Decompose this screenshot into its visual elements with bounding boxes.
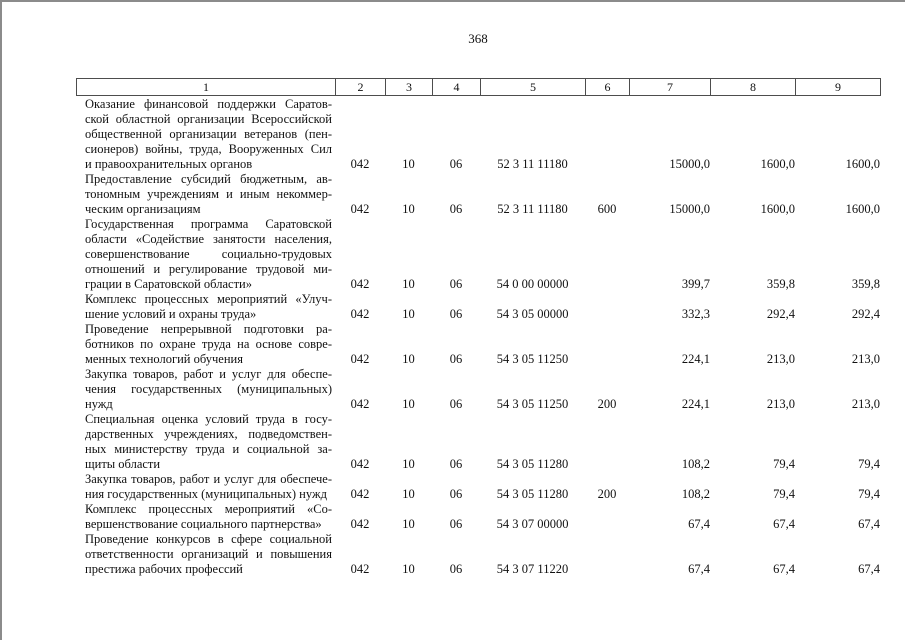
entry-name-line: престижа рабочих профессий — [85, 562, 243, 576]
entry-value-col7: 332,3 — [681, 307, 710, 321]
entry-name — [76, 217, 335, 292]
entry-name-line: ответственности организаций и повышения — [85, 547, 332, 561]
entry-name-line: ческим организациям — [85, 202, 201, 216]
entry-value-col8: 1600,0 — [760, 157, 795, 171]
entry-value-col2: 042 — [350, 202, 370, 216]
entry-value-col3: 10 — [402, 517, 415, 531]
entry-value-col2: 042 — [350, 517, 370, 531]
entry-value-col9: 67,4 — [858, 517, 880, 531]
entry-name-line: шение условий и охраны труда» — [85, 307, 257, 321]
entry-value-col8: 67,4 — [773, 562, 795, 576]
entry-value-col8: 79,4 — [773, 457, 795, 471]
entry-name-line: Проведение конкурсов в сфере социальной — [85, 532, 332, 546]
entry-value-col3: 10 — [402, 457, 415, 471]
table-row — [76, 292, 880, 322]
entry-name — [76, 472, 335, 502]
entry-value-col9: 1600,0 — [845, 157, 880, 171]
entry-value-col8: 359,8 — [766, 277, 795, 291]
entry-name — [76, 172, 335, 217]
entry-value-col7: 67,4 — [688, 517, 710, 531]
entry-name — [76, 97, 335, 172]
entry-value-col3: 10 — [402, 352, 415, 366]
entry-value-col5: 54 3 05 11250 — [496, 352, 569, 366]
entry-name-line: тономным учреждениям и иным некоммер- — [85, 187, 332, 201]
entry-name-line: Закупка товаров, работ и услуг для обеспе- — [85, 367, 332, 381]
entry-value-col5: 54 3 05 11280 — [496, 487, 569, 501]
column-header-3: 3 — [386, 79, 433, 96]
entry-name-line: сионеров) войны, труда, Вооруженных Сил — [85, 142, 332, 156]
entry-value-col2: 042 — [350, 157, 370, 171]
entry-name-line: области «Содействие занятости населения, — [85, 232, 332, 246]
entry-name-line: вершенствование социального партнерства» — [85, 517, 322, 531]
column-header-9: 9 — [796, 79, 881, 96]
entry-value-col9: 292,4 — [851, 307, 880, 321]
entry-value-col9: 1600,0 — [845, 202, 880, 216]
entry-name-line: Проведение непрерывной подготовки ра- — [85, 322, 332, 336]
entry-value-col9: 79,4 — [858, 457, 880, 471]
entry-value-col8: 213,0 — [766, 397, 795, 411]
table-row — [76, 172, 880, 217]
entry-name — [76, 292, 335, 322]
entry-value-col6 — [585, 322, 629, 367]
entry-value-col9: 79,4 — [858, 487, 880, 501]
entry-value-col4: 06 — [449, 517, 463, 531]
entry-value-col4: 06 — [449, 307, 463, 321]
entry-name-line: и правоохранительных органов — [85, 157, 253, 171]
entry-name — [76, 502, 335, 532]
entry-name — [76, 532, 335, 577]
entry-value-col2: 042 — [350, 562, 370, 576]
entry-name-line: грации в Саратовской области» — [85, 277, 252, 291]
table-row — [76, 322, 880, 367]
table-row — [76, 97, 880, 172]
entry-value-col6 — [585, 217, 629, 292]
column-header-4: 4 — [433, 79, 481, 96]
entry-value-col2: 042 — [350, 307, 370, 321]
entry-value-col6 — [585, 97, 629, 172]
entry-value-col9: 67,4 — [858, 562, 880, 576]
entry-value-col3: 10 — [402, 277, 415, 291]
entry-value-col8: 1600,0 — [760, 202, 795, 216]
entry-name-line: дарственных учреждениях, подведомствен- — [85, 427, 332, 441]
budget-table-area — [76, 78, 880, 577]
entry-name-line: Предоставление субсидий бюджетным, ав- — [85, 172, 332, 186]
entry-value-col4: 06 — [449, 487, 463, 501]
entry-value-col9: 359,8 — [851, 277, 880, 291]
entry-name-line: чения государственных (муниципальных) — [85, 382, 332, 396]
entry-value-col2: 042 — [350, 487, 370, 501]
entry-value-col4: 06 — [449, 352, 463, 366]
table-row — [76, 412, 880, 472]
column-header-6: 6 — [586, 79, 630, 96]
budget-table-header — [76, 78, 881, 96]
entry-value-col3: 10 — [402, 307, 415, 321]
entry-value-col7: 15000,0 — [669, 157, 710, 171]
entry-value-col2: 042 — [350, 352, 370, 366]
entry-value-col9: 213,0 — [851, 397, 880, 411]
entry-value-col2: 042 — [350, 457, 370, 471]
entry-value-col8: 79,4 — [773, 487, 795, 501]
entry-value-col5: 52 3 11 11180 — [497, 157, 568, 171]
entry-value-col4: 06 — [449, 457, 463, 471]
entry-value-col6 — [585, 292, 629, 322]
entry-name-line: ния государственных (муниципальных) нужд — [85, 487, 327, 501]
entry-name-line: совершенствование социально-трудовых — [85, 247, 332, 261]
entry-value-col7: 399,7 — [681, 277, 710, 291]
entry-name-line: Комплекс процессных мероприятий «Улуч- — [85, 292, 332, 306]
entry-name — [76, 322, 335, 367]
entry-value-col5: 54 3 05 00000 — [496, 307, 569, 321]
entry-value-col3: 10 — [402, 202, 415, 216]
column-header-2: 2 — [336, 79, 386, 96]
entry-value-col6 — [585, 502, 629, 532]
column-header-1: 1 — [77, 79, 336, 96]
budget-table-body — [76, 97, 880, 577]
budget-table — [76, 97, 880, 577]
column-header-7: 7 — [630, 79, 711, 96]
entry-name-line: нужд — [85, 397, 113, 411]
column-header-8: 8 — [711, 79, 796, 96]
entry-name-line: общественной организации ветеранов (пен- — [85, 127, 332, 141]
entry-value-col7: 67,4 — [688, 562, 710, 576]
entry-value-col5: 52 3 11 11180 — [497, 202, 568, 216]
entry-value-col5: 54 3 05 11280 — [496, 457, 569, 471]
entry-name-line: отношений и регулирование трудовой ми- — [85, 262, 332, 276]
entry-value-col6: 600 — [597, 202, 617, 216]
entry-value-col4: 06 — [449, 277, 463, 291]
entry-name — [76, 412, 335, 472]
entry-value-col3: 10 — [402, 397, 415, 411]
entry-name-line: Закупка товаров, работ и услуг для обеспече- — [85, 472, 332, 486]
entry-value-col8: 292,4 — [766, 307, 795, 321]
entry-name-line: Государственная программа Саратовской — [85, 217, 332, 231]
entry-name-line: менных технологий обучения — [85, 352, 243, 366]
entry-value-col3: 10 — [402, 487, 415, 501]
entry-value-col4: 06 — [449, 397, 463, 411]
entry-value-col7: 108,2 — [681, 457, 710, 471]
entry-name-line: Комплекс процессных мероприятий «Со- — [85, 502, 332, 516]
page-number: 368 — [468, 31, 488, 46]
entry-name-line: щиты области — [85, 457, 161, 471]
table-row — [76, 472, 880, 502]
entry-name-line: Специальная оценка условий труда в госу- — [85, 412, 332, 426]
table-row — [76, 367, 880, 412]
entry-value-col2: 042 — [350, 397, 370, 411]
entry-name-line: Оказание финансовой поддержки Саратов- — [85, 97, 332, 111]
table-header-row — [77, 79, 881, 96]
entry-value-col6 — [585, 412, 629, 472]
entry-name-line: ботников по охране труда на основе совре- — [85, 337, 332, 351]
entry-value-col5: 54 3 07 00000 — [496, 517, 569, 531]
entry-value-col9: 213,0 — [851, 352, 880, 366]
entry-value-col7: 224,1 — [681, 397, 710, 411]
entry-value-col4: 06 — [449, 562, 463, 576]
entry-value-col4: 06 — [449, 157, 463, 171]
entry-value-col5: 54 0 00 00000 — [496, 277, 569, 291]
entry-value-col3: 10 — [402, 157, 415, 171]
entry-value-col5: 54 3 07 11220 — [496, 562, 569, 576]
entry-value-col7: 224,1 — [681, 352, 710, 366]
entry-value-col8: 67,4 — [773, 517, 795, 531]
entry-value-col6: 200 — [597, 397, 617, 411]
entry-value-col7: 15000,0 — [669, 202, 710, 216]
entry-name — [76, 367, 335, 412]
table-row — [76, 502, 880, 532]
entry-value-col6 — [585, 532, 629, 577]
entry-value-col3: 10 — [402, 562, 415, 576]
entry-value-col6: 200 — [597, 487, 617, 501]
entry-name-line: ской областной организации Всероссийской — [85, 112, 332, 126]
column-header-5: 5 — [481, 79, 586, 96]
entry-value-col7: 108,2 — [681, 487, 710, 501]
entry-value-col8: 213,0 — [766, 352, 795, 366]
entry-value-col5: 54 3 05 11250 — [496, 397, 569, 411]
entry-value-col2: 042 — [350, 277, 370, 291]
table-row — [76, 532, 880, 577]
table-row — [76, 217, 880, 292]
entry-value-col4: 06 — [449, 202, 463, 216]
entry-name-line: ных министерству труда и социальной за- — [85, 442, 332, 456]
